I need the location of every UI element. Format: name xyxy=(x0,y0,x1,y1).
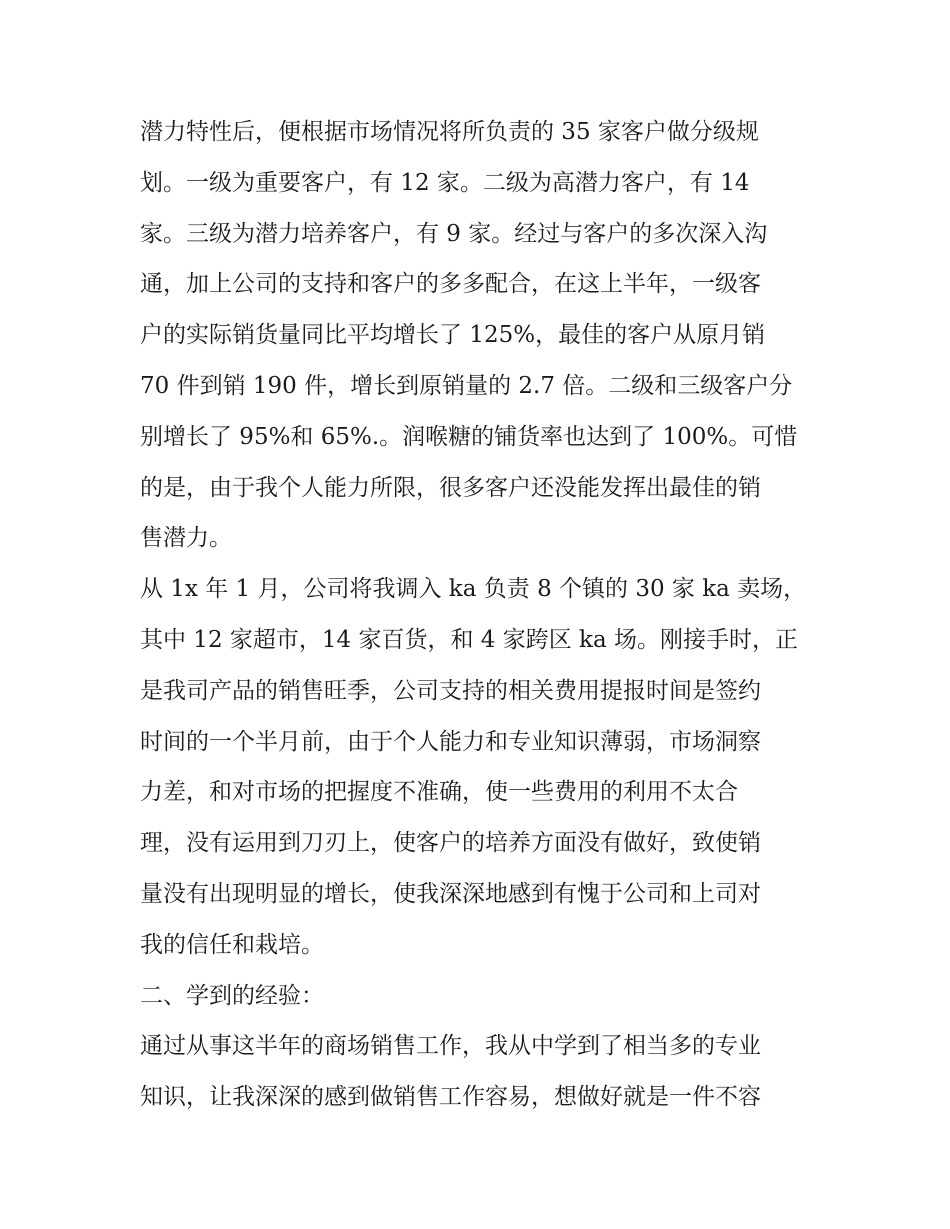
text-line: 时间的一个半月前，由于个人能力和专业知识薄弱，市场洞察 xyxy=(140,728,761,755)
text-line: 理，没有运用到刀刃上，使客户的培养方面没有做好，致使销 xyxy=(140,830,761,857)
text-line: 别增长了 95%和 65%.。润喉糖的铺货率也达到了 100%。可惜 xyxy=(140,423,798,450)
document-body xyxy=(140,107,830,1123)
text-line: 量没有出现明显的增长，使我深深地感到有愧于公司和上司对 xyxy=(140,880,761,907)
text-line: 通过从事这半年的商场销售工作，我从中学到了相当多的专业 xyxy=(140,1033,761,1060)
text-line: 知识，让我深深的感到做销售工作容易，想做好就是一件不容 xyxy=(140,1084,761,1111)
text-line: 的是，由于我个人能力所限，很多客户还没能发挥出最佳的销 xyxy=(140,474,761,501)
text-line: 是我司产品的销售旺季，公司支持的相关费用提报时间是签约 xyxy=(140,677,761,704)
text-line: 潜力特性后，便根据市场情况将所负责的 35 家客户做分级规 xyxy=(140,119,759,145)
section-heading: 二、学到的经验： xyxy=(140,982,324,1009)
text-line: 户的实际销货量同比平均增长了 125%，最佳的客户从原月销 xyxy=(140,322,766,349)
text-line: 从 1x 年 1 月，公司将我调入 ka 负责 8 个镇的 30 家 ka 卖场， xyxy=(140,576,807,603)
text-line: 其中 12 家超市，14 家百货，和 4 家跨区 ka 场。刚接手时，正 xyxy=(140,626,798,653)
text-line: 家。三级为潜力培养客户，有 9 家。经过与客户的多次深入沟 xyxy=(140,220,768,247)
text-line: 力差，和对市场的把握度不准确，使一些费用的利用不太合 xyxy=(140,779,738,806)
text-line: 我的信任和栽培。 xyxy=(140,931,324,958)
text-line: 70 件到销 190 件，增长到原销量的 2.7 倍。二级和三级客户分 xyxy=(140,372,793,399)
text-line: 售潜力。 xyxy=(140,525,232,552)
text-line: 通，加上公司的支持和客户的多多配合，在这上半年，一级客 xyxy=(140,271,761,298)
text-line: 划。一级为重要客户，有 12 家。二级为高潜力客户，有 14 xyxy=(140,169,750,196)
